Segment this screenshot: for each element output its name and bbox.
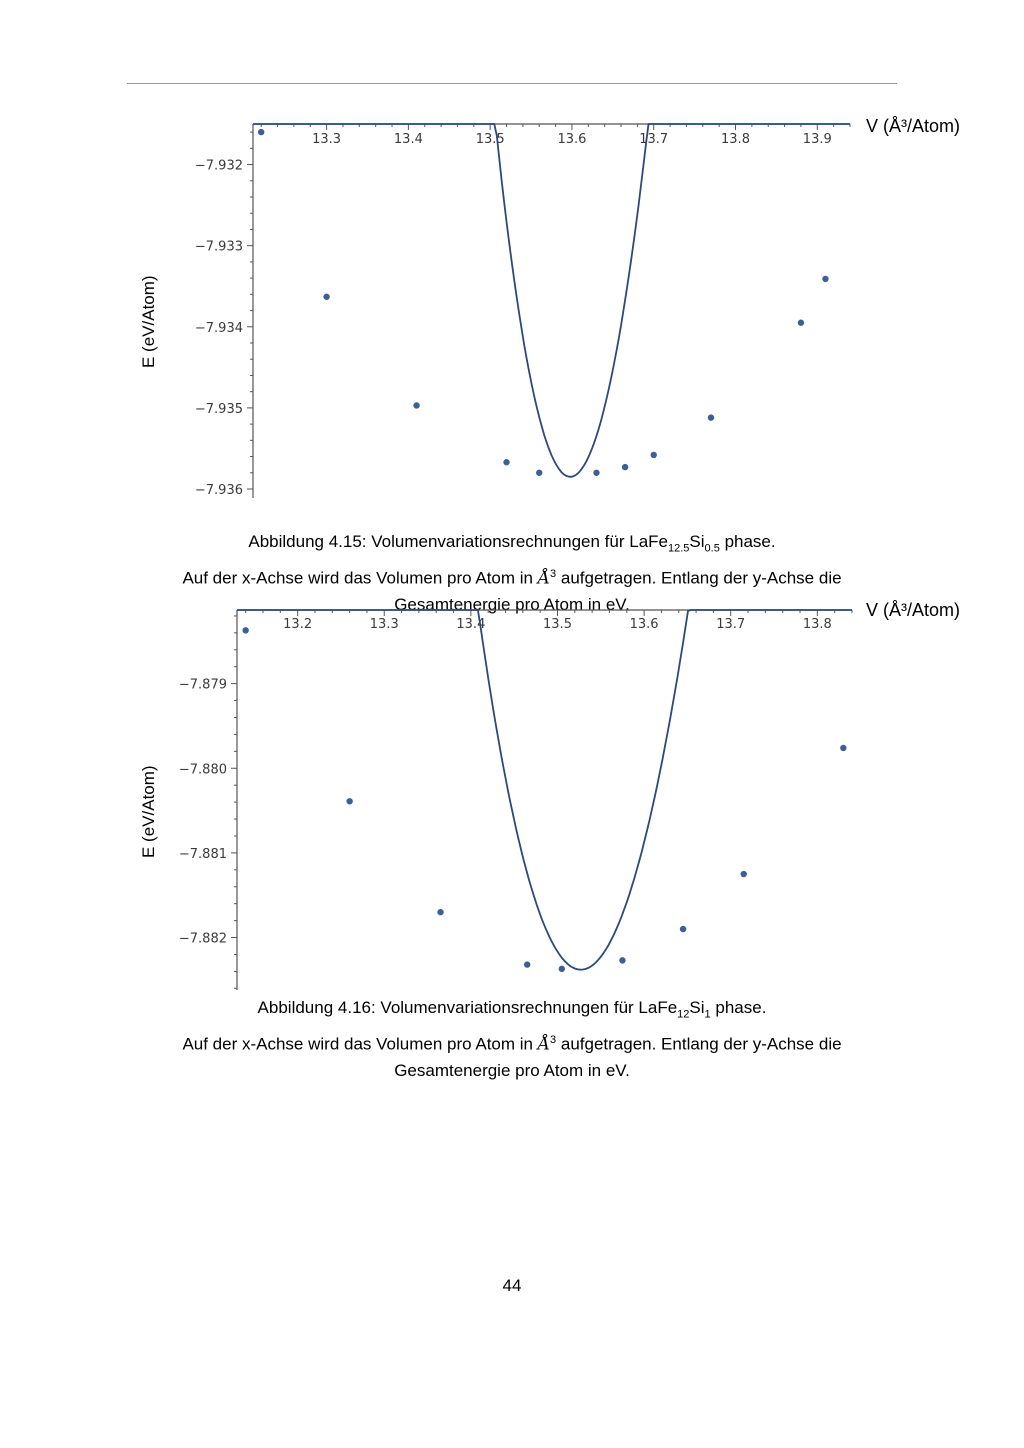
y-tick-label: −7.882 <box>178 931 227 947</box>
x-tick-label: 13.4 <box>456 617 486 632</box>
x-tick-label: 13.2 <box>283 617 313 632</box>
y-tick-label: −7.934 <box>194 320 243 336</box>
caption-line-1: Abbildung 4.16: Volumenvariationsrechnungen für $LaFe_{12}Si_1$ phase. <box>257 998 767 1021</box>
x-tick-label: 13.7 <box>716 617 746 632</box>
data-point <box>437 909 443 915</box>
x-tick-label: 13.3 <box>312 132 342 147</box>
figure-caption-4-16 <box>0 995 1024 1084</box>
y-tick-label: −7.935 <box>194 401 243 417</box>
caption-line-3: Gesamtenergie pro Atom in eV. <box>394 1061 630 1081</box>
page-number: 44 <box>502 1276 522 1295</box>
data-point <box>741 871 747 877</box>
data-point <box>680 926 686 932</box>
caption-line-3: Gesamtenergie pro Atom in eV. <box>394 595 630 615</box>
caption-line-2: Auf der x-Achse wird das Volumen pro Atom in $Å^3$ aufgetragen. Entlang der y-Achse die <box>182 568 842 590</box>
x-tick-label: 13.8 <box>721 132 750 147</box>
y-axis-label: E (eV/Atom) <box>139 275 158 368</box>
x-tick-label: 13.7 <box>639 132 669 147</box>
x-tick-label: 13.4 <box>393 132 423 147</box>
x-tick-label: 13.3 <box>369 617 399 632</box>
x-tick-label: 13.8 <box>802 617 832 632</box>
y-tick-label: −7.880 <box>178 762 227 778</box>
x-tick-label: 13.6 <box>557 132 587 147</box>
x-tick-label: 13.5 <box>543 617 572 632</box>
data-point <box>559 966 565 972</box>
data-point <box>840 745 846 751</box>
x-tick-label: 13.6 <box>629 617 659 632</box>
data-point <box>346 798 352 804</box>
y-tick-label: −7.936 <box>194 483 243 498</box>
x-tick-label: 13.5 <box>475 132 505 147</box>
fit-curve <box>237 610 852 970</box>
y-tick-label: −7.879 <box>178 677 227 693</box>
data-point <box>619 957 625 963</box>
x-axis-label: V (Å³/Atom) <box>866 116 961 136</box>
caption-line-1: Abbildung 4.15: Volumenvariationsrechnungen für $LaFe_{12.5}Si_{0.5}$ phase. <box>248 532 776 555</box>
x-tick-label: 13.9 <box>802 132 832 147</box>
y-tick-label: −7.881 <box>178 846 227 862</box>
y-axis-label: E (eV/Atom) <box>139 765 158 858</box>
data-point <box>242 627 248 633</box>
y-tick-label: −7.932 <box>194 158 243 174</box>
y-tick-label: −7.933 <box>194 239 243 255</box>
x-axis-label: V (Å³/Atom) <box>866 600 961 620</box>
data-point <box>524 961 530 967</box>
caption-line-2: Auf der x-Achse wird das Volumen pro Atom in $Å^3$ aufgetragen. Entlang der y-Achse die <box>182 1034 842 1056</box>
